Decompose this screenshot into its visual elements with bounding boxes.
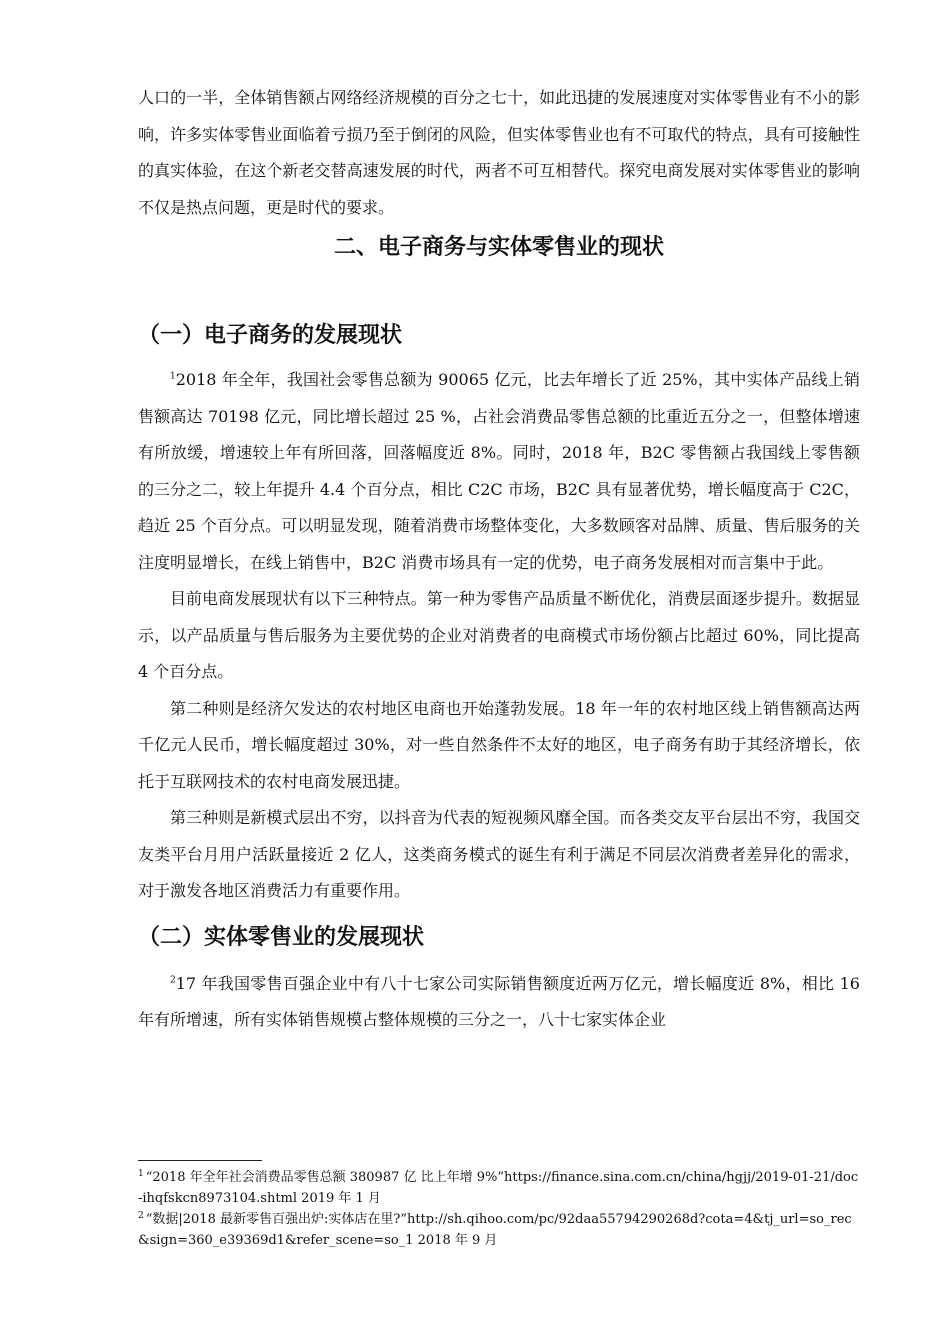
paragraph-ecommerce-stats bbox=[138, 362, 860, 581]
document-body bbox=[138, 80, 860, 1039]
paragraph-retail-stats bbox=[138, 966, 860, 1039]
footnote-text[interactable]: “2018 年全年社会消费品零售总额 380987 亿 比上年增 9%”https://finance.sina.com.cn/china/hgjj/2019-01-21/doc-ihqfskcn8973104.shtml 2019 年 1 月 bbox=[138, 1170, 859, 1206]
footnote-text[interactable]: “数据|2018 最新零售百强出炉:实体店在里?”http://sh.qihoo.com/pc/92daa55794290268d?cota=4&tj_url=so_rec&sign=360_e39369d1&refer_scene=so_1 2018 年 9 月 bbox=[138, 1212, 852, 1248]
footnote-2 bbox=[138, 1209, 860, 1251]
subsection-heading-ecommerce: （一）电子商务的发展现状 bbox=[138, 323, 403, 348]
paragraph-text: 2018 年全年，我国社会零售总额为 90065 亿元，比去年增长了近 25%，其中实体产品线上销售额高达 70198 亿元，同比增长超过 25 %，占社会消费品零售总额的比重近五分之一，但整体增速有所放缓，增速较上年有所回落，回落幅度近 8%。同时，2018 年，B2C 零售额占我国线上零售额的三分之二，较上年提升 4.4 个百分点，相比 C2C 市场，B2C 具有显著优势，增长幅度高于 C2C，趋近 25 个百分点。可以明显发现，随着消费市场整体变化，大多数顾客对品牌、质量、售后服务的关注度明显增长，在线上销售中，B2C 消费市场具有一定的优势，电子商务发展相对而言集中于此。 bbox=[138, 370, 860, 572]
paragraph-intro-continued: 人口的一半，全体销售额占网络经济规模的百分之七十，如此迅捷的发展速度对实体零售业有不小的影响，许多实体零售业面临着亏损乃至于倒闭的风险，但实体零售业也有不可取代的特点，具有可接触性的真实体验，在这个新老交替高速发展的时代，两者不可互相替代。探究电商发展对实体零售业的影响不仅是热点问题，更是时代的要求。 bbox=[138, 88, 860, 217]
paragraph-text: 17 年我国零售百强企业中有八十七家公司实际销售额度近两万亿元，增长幅度近 8%，相比 16 年有所增速，所有实体销售规模占整体规模的三分之一，八十七家实体企业 bbox=[138, 973, 860, 1029]
paragraph-feature-3: 第三种则是新模式层出不穷，以抖音为代表的短视频风靡全国。而各类交友平台层出不穷，我国交友类平台月用户活跃量接近 2 亿人，这类商务模式的诞生有利于满足不同层次消费者差异化的需求，对于激发各地区消费活力有重要作用。 bbox=[138, 808, 860, 900]
paragraph-feature-1: 目前电商发展现状有以下三种特点。第一种为零售产品质量不断优化，消费层面逐步提升。数据显示，以产品质量与售后服务为主要优势的企业对消费者的电商模式市场份额占比超过 60%，同比提高 4 个百分点。 bbox=[138, 589, 860, 681]
footnote-separator bbox=[138, 1160, 262, 1161]
footnotes bbox=[138, 1160, 860, 1251]
footnote-ref-1[interactable]: 1 bbox=[170, 371, 176, 382]
footnote-ref-2[interactable]: 2 bbox=[170, 975, 176, 986]
footnote-mark: 1 bbox=[138, 1168, 144, 1179]
footnote-1 bbox=[138, 1167, 860, 1209]
section-heading: 二、电子商务与实体零售业的现状 bbox=[333, 235, 664, 260]
subsection-heading-retail: （二）实体零售业的发展现状 bbox=[138, 924, 425, 950]
paragraph-feature-2: 第二种则是经济欠发达的农村地区电商也开始蓬勃发展。18 年一年的农村地区线上销售额高达两千亿元人民币，增长幅度超过 30%，对一些自然条件不太好的地区，电子商务有助于其经济增长，依托于互联网技术的农村电商发展迅捷。 bbox=[138, 698, 860, 791]
footnote-mark: 2 bbox=[138, 1210, 144, 1221]
